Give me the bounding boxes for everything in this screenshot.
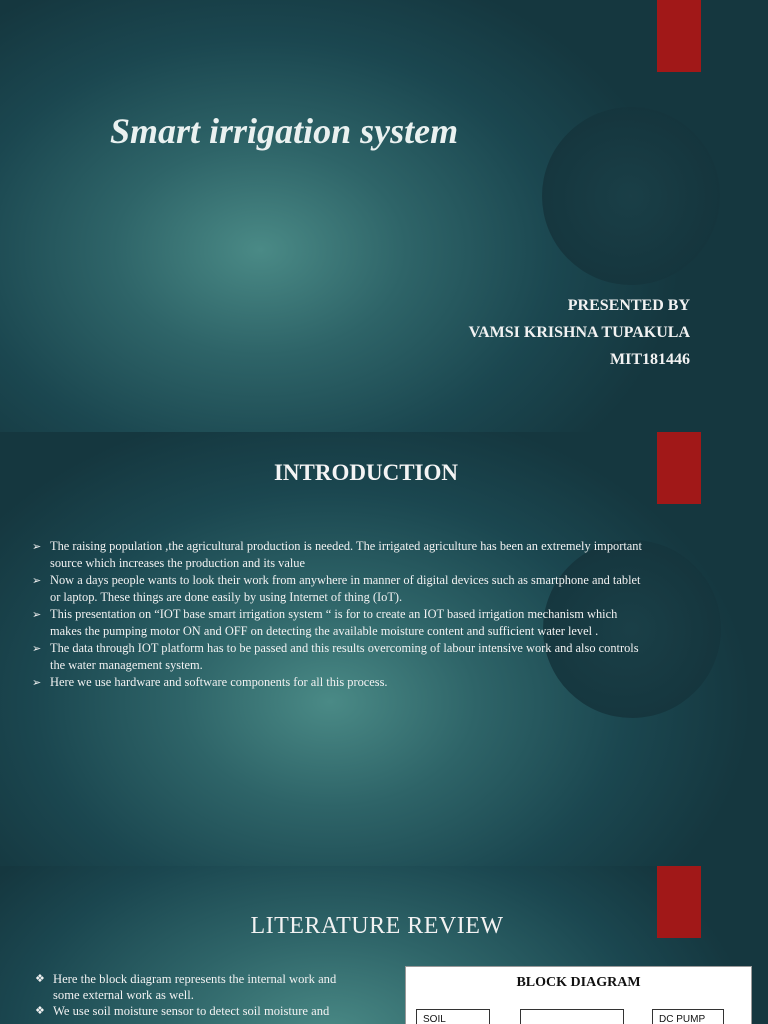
bullet-line: Now a days people wants to look their work from anywhere in manner of digital devices such as smartphone and tablet bbox=[50, 573, 641, 587]
list-item bbox=[32, 606, 744, 640]
list-item bbox=[35, 971, 385, 1003]
arrow-bullet-icon: ➢ bbox=[32, 540, 42, 553]
bullet-line: the water management system. bbox=[50, 658, 203, 672]
diagram-box-blank bbox=[520, 1009, 624, 1024]
introduction-slide bbox=[0, 432, 768, 866]
list-item bbox=[32, 572, 744, 606]
diagram-box-soil: SOIL bbox=[416, 1009, 490, 1024]
block-diagram-title: BLOCK DIAGRAM bbox=[516, 975, 641, 990]
diagram-box-dc-pump: DC PUMP bbox=[652, 1009, 724, 1024]
decorative-circle bbox=[542, 107, 720, 285]
list-item bbox=[32, 640, 744, 674]
arrow-bullet-icon: ➢ bbox=[32, 642, 42, 655]
block-diagram bbox=[405, 966, 752, 1024]
bullet-line: The raising population ,the agricultural production is needed. The irrigated agriculture has been an extremely important bbox=[50, 539, 642, 553]
title-slide bbox=[0, 0, 768, 432]
bullet-list bbox=[32, 538, 744, 691]
presented-by-label: PRESENTED BY bbox=[567, 297, 690, 314]
arrow-bullet-icon: ➢ bbox=[32, 574, 42, 587]
presenter-name: VAMSI KRISHNA TUPAKULA bbox=[468, 324, 690, 341]
bullet-line: We use soil moisture sensor to detect soil moisture and bbox=[53, 1004, 330, 1018]
diamond-bullet-icon: ❖ bbox=[35, 1004, 45, 1017]
bullet-line: Here we use hardware and software components for all this process. bbox=[50, 675, 388, 689]
list-item bbox=[32, 674, 744, 691]
literature-review-slide bbox=[0, 866, 768, 1024]
list-item bbox=[35, 1003, 385, 1019]
presenter-id: MIT181446 bbox=[610, 351, 690, 368]
arrow-bullet-icon: ➢ bbox=[32, 608, 42, 621]
bullet-line: makes the pumping motor ON and OFF on detecting the available moisture content and sufficient water level . bbox=[50, 624, 599, 638]
bullet-line: or laptop. These things are done easily by using Internet of thing (IoT). bbox=[50, 590, 403, 604]
diamond-bullet-icon: ❖ bbox=[35, 972, 45, 985]
arrow-bullet-icon: ➢ bbox=[32, 676, 42, 689]
bullet-line: some external work as well. bbox=[53, 988, 194, 1002]
red-accent-bar bbox=[657, 0, 701, 72]
slide-title: INTRODUCTION bbox=[273, 460, 459, 485]
slide-title: LITERATURE REVIEW bbox=[250, 913, 504, 939]
bullet-line: source which increases the production and its value bbox=[50, 556, 305, 570]
bullet-line: This presentation on “IOT base smart irrigation system “ is for to create an IOT based irrigation mechanism which bbox=[50, 607, 618, 621]
bullet-list bbox=[35, 971, 385, 1019]
bullet-line: Here the block diagram represents the internal work and bbox=[53, 972, 337, 986]
list-item bbox=[32, 538, 744, 572]
slide-title: Smart irrigation system bbox=[110, 111, 459, 151]
bullet-line: The data through IOT platform has to be passed and this results overcoming of labour intensive work and also controls bbox=[50, 641, 639, 655]
presenter-block bbox=[469, 292, 690, 373]
